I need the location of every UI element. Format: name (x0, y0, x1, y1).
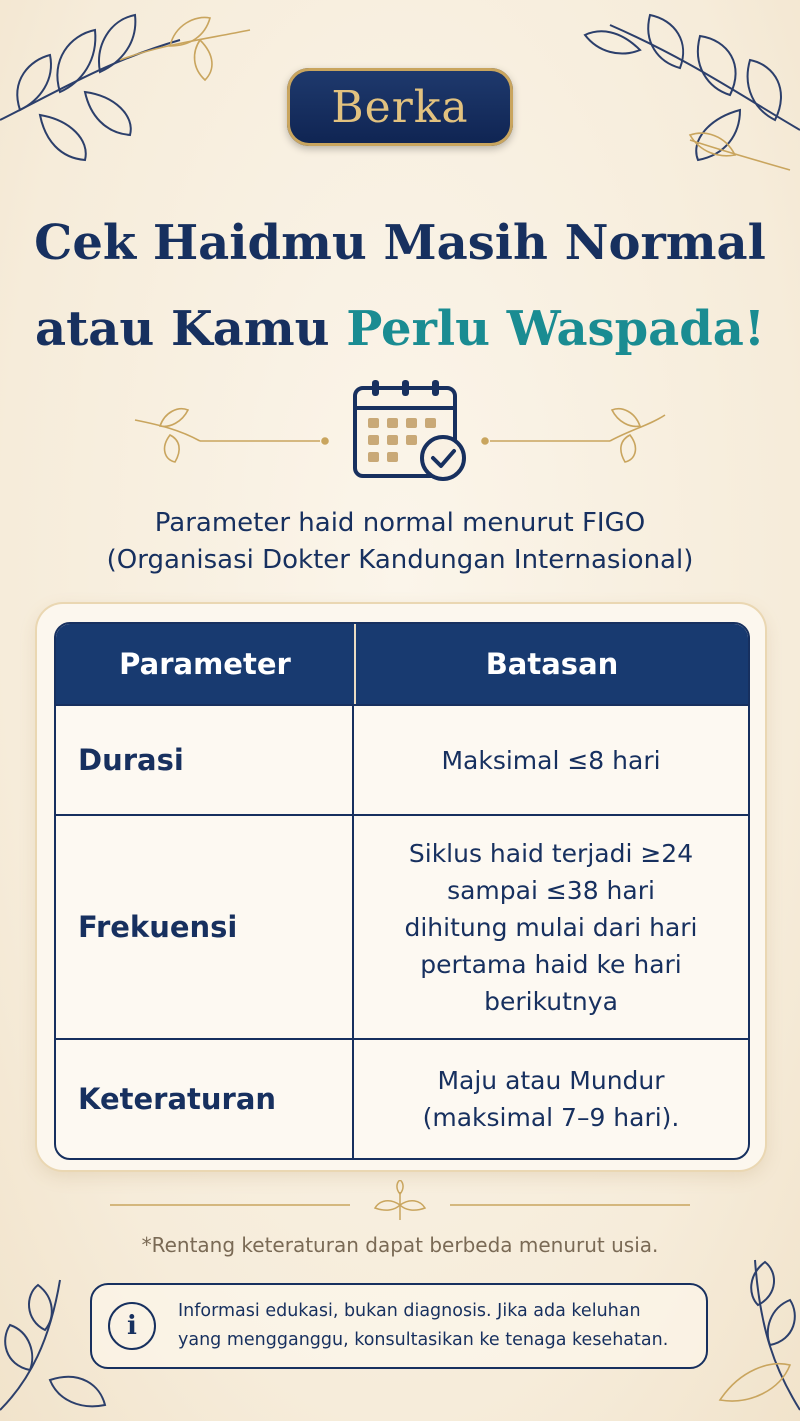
brand-logo-text: Berka (331, 81, 469, 133)
disclaimer-line-1: Informasi edukasi, bukan diagnosis. Jika ada keluhan (178, 1301, 641, 1321)
parameter-table (54, 622, 750, 1160)
title-line-2-prefix: atau Kamu (35, 301, 347, 357)
row-parameter: Keteraturan (56, 1040, 354, 1158)
title-line-2 (0, 286, 800, 372)
table-row (56, 704, 748, 814)
subtitle (0, 505, 800, 579)
page-title (0, 200, 800, 372)
header-limit: Batasan (485, 647, 619, 681)
calendar-check-icon (352, 378, 468, 484)
title-line-1: Cek Haidmu Masih Normal (34, 215, 766, 271)
disclaimer-box (90, 1283, 708, 1369)
table-row (56, 814, 748, 1038)
subtitle-line-1: Parameter haid normal menurut FIGO (154, 508, 646, 538)
footnote: *Rentang keteraturan dapat berbeda menurut usia. (141, 1233, 659, 1257)
footnote-divider (0, 1180, 800, 1230)
disclaimer-line-2: yang mengganggu, konsultasikan ke tenaga kesehatan. (178, 1330, 669, 1350)
row-parameter: Durasi (56, 706, 354, 814)
row-limit: Maju atau Mundur (maksimal 7–9 hari). (422, 1066, 680, 1132)
row-limit: Siklus haid terjadi ≥24 sampai ≤38 hari dihitung mulai dari hari pertama haid ke hari berikutnya (404, 838, 698, 1016)
table-header (56, 624, 748, 704)
disclaimer-text (178, 1297, 668, 1355)
parameter-card (37, 604, 765, 1170)
row-parameter: Frekuensi (56, 816, 354, 1038)
leaf-decoration-top-right (540, 0, 800, 180)
brand-logo (287, 68, 513, 146)
subtitle-line-2: (Organisasi Dokter Kandungan Internasional) (106, 545, 694, 575)
header-parameter: Parameter (56, 624, 356, 704)
table-row (56, 1038, 748, 1158)
info-icon: i (108, 1302, 156, 1350)
leaf-decoration-top-left (0, 0, 260, 170)
row-limit: Maksimal ≤8 hari (441, 745, 661, 775)
title-accent: Perlu Waspada! (346, 301, 765, 357)
